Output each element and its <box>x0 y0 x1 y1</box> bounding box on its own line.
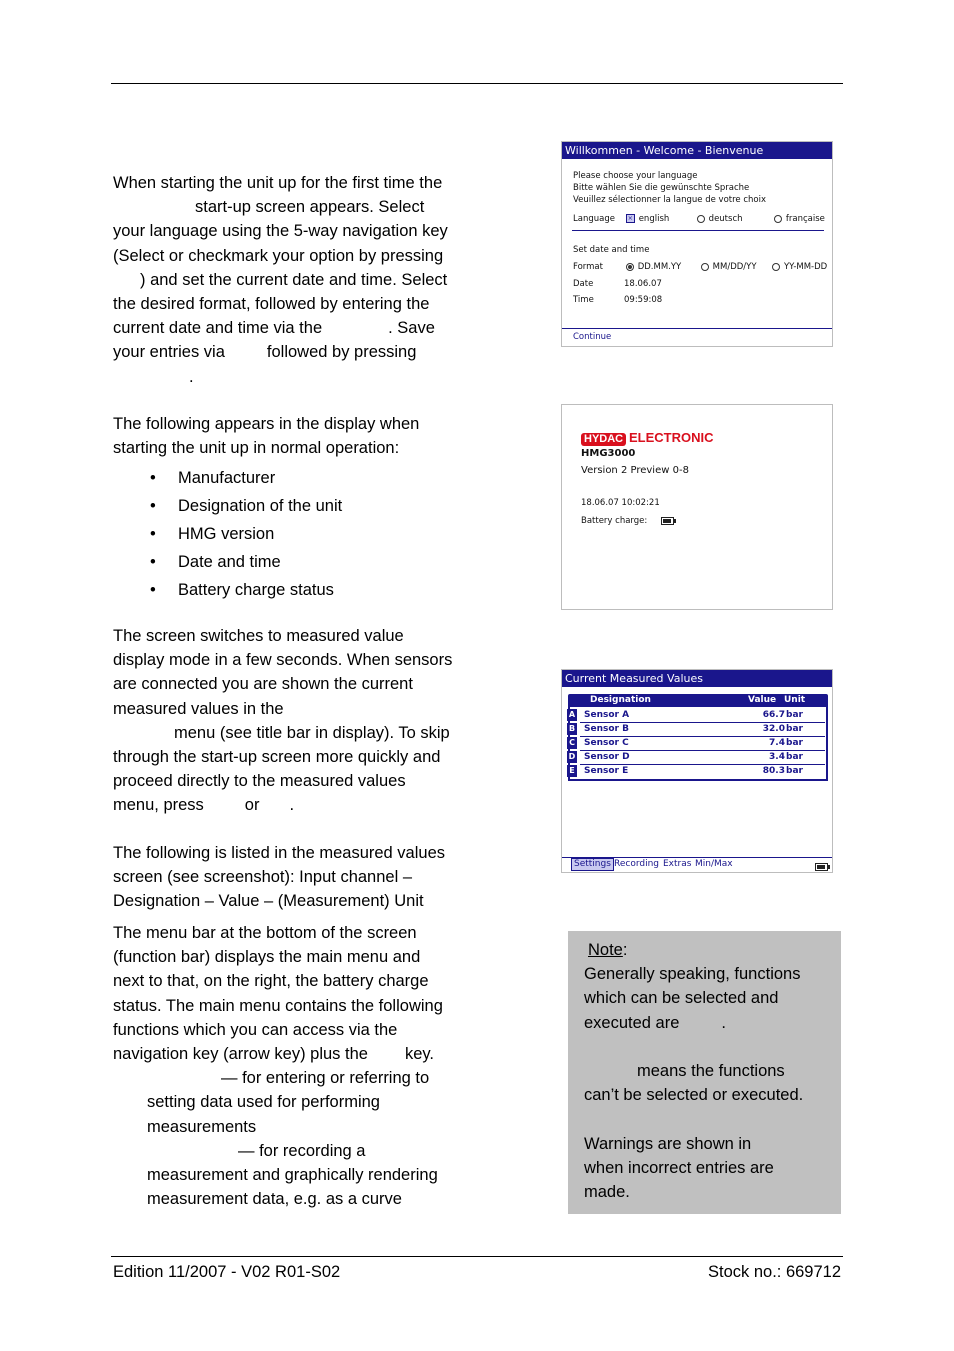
menu-recording[interactable]: Recording <box>614 859 660 869</box>
table-row[interactable]: C Sensor C 7.4 bar <box>580 737 825 751</box>
listed-paragraph: The following is listed in the measured values screen (see screenshot): Input channel – Designation – Value – (Measurement) Unit <box>113 844 446 911</box>
welcome-screen: Willkommen - Welcome - Bienvenue Please choose your language Bitte wählen Sie die gewünschte Sprache Veuillez sélectionner la langue de votre choix Language × english deutsch française Set date and time Format DD.MM.YY MM/DD/YY YY-MM-DD Date 18.06.07 Time 09:59:08 Continue <box>561 141 833 347</box>
language-deutsch-radio[interactable]: deutsch <box>697 214 743 224</box>
divider <box>572 230 824 231</box>
startup-screen: HYDAC ELECTRONIC HMG3000 Version 2 Preview 0-8 18.06.07 10:02:21 Battery charge: <box>561 404 833 610</box>
function-bar <box>562 857 832 872</box>
startup-info-list <box>150 464 342 604</box>
time-field[interactable]: 09:59:08 <box>624 295 663 305</box>
format-row: Format DD.MM.YY MM/DD/YY YY-MM-DD <box>573 262 828 272</box>
intro-paragraph: When starting the unit up for the first time the start-up screen appears. Select your language using the 5-way navigation key (Select or checkmark your option by pressing ) and set the current date and time. Select the desired format, followed by entering the current date and time via the . Save your entries via followed by pressing . <box>113 174 448 386</box>
welcome-title-bar: Willkommen - Welcome - Bienvenue <box>562 142 832 159</box>
version-text: Version 2 Preview 0-8 <box>581 465 689 476</box>
battery-icon <box>661 517 674 525</box>
menu-bar-paragraph: The menu bar at the bottom of the screen (function bar) displays the main menu and next to that, on the right, the battery charge status. The main menu contains the following functions which you can access via the navigation key (arrow key) plus the key. — for entering or referring to setting data used for performing measurements — for recording a measurement and graphically rendering measurement data, e.g. as a curve <box>113 924 443 1209</box>
note-box: Note: Generally speaking, functions which can be selected and executed are . means the functions can’t be selected or executed. Warnings are shown in when incorrect entries are made. <box>568 931 841 1214</box>
edition-text: Edition 11/2007 - V02 R01-S02 <box>113 1263 341 1281</box>
date-time-text: 18.06.07 10:02:21 <box>581 498 660 508</box>
list-item: • Designation of the unit <box>150 492 342 520</box>
measured-values-table: Designation Value Unit A Sensor A 66.7 bar B Sensor B 32.0 bar C Sensor C 7.4 bar D Sensor D 3.4 bar E Sensor E 80.3 bar <box>568 696 828 781</box>
radio-icon <box>774 215 782 223</box>
table-row[interactable]: E Sensor E 80.3 bar <box>580 765 825 778</box>
radio-icon <box>701 263 709 271</box>
radio-icon <box>772 263 780 271</box>
menu-minmax[interactable]: Min/Max <box>695 859 733 869</box>
checkbox-icon: × <box>627 215 633 222</box>
list-item: • Manufacturer <box>150 464 342 492</box>
measured-title-bar: Current Measured Values <box>562 670 832 687</box>
list-item: • Date and time <box>150 548 342 576</box>
battery-icon <box>815 863 828 871</box>
format-yymmdd-radio[interactable]: YY-MM-DD <box>772 262 827 272</box>
table-row[interactable]: A Sensor A 66.7 bar <box>580 709 825 723</box>
model-name: HMG3000 <box>581 448 636 459</box>
measured-values-paragraph: The screen switches to measured value display mode in a few seconds. When sensors are connected you are shown the current measured values in the menu (see title bar in display). To skip through the start-up screen more quickly and proceed directly to the measured values menu, press or . <box>113 627 453 815</box>
list-item: • Battery charge status <box>150 576 342 604</box>
footer-rule <box>111 1256 843 1257</box>
divider <box>562 328 832 329</box>
menu-settings[interactable]: Settings <box>571 858 614 871</box>
measured-values-screen <box>561 669 833 873</box>
date-field[interactable]: 18.06.07 <box>624 279 662 289</box>
format-ddmmyy-radio[interactable]: DD.MM.YY <box>626 262 682 272</box>
table-row[interactable]: D Sensor D 3.4 bar <box>580 751 825 765</box>
note-heading: Note <box>588 941 623 959</box>
radio-selected-icon <box>626 263 634 271</box>
hydac-logo: HYDAC ELECTRONIC <box>581 431 714 445</box>
language-row: Language × english deutsch française <box>573 214 825 224</box>
language-francaise-radio[interactable]: française <box>774 214 825 224</box>
list-item: • HMG version <box>150 520 342 548</box>
format-mmddyy-radio[interactable]: MM/DD/YY <box>701 262 757 272</box>
stock-number: Stock no.: 669712 <box>707 1263 841 1281</box>
menu-extras[interactable]: Extras <box>663 859 692 869</box>
language-english-checkbox[interactable]: × english <box>627 214 670 224</box>
table-row[interactable]: B Sensor B 32.0 bar <box>580 723 825 737</box>
continue-button[interactable]: Continue <box>573 332 612 342</box>
radio-icon <box>697 215 705 223</box>
normal-operation-paragraph: The following appears in the display when starting the unit up in normal operation: <box>113 415 420 458</box>
header-rule <box>111 83 843 84</box>
